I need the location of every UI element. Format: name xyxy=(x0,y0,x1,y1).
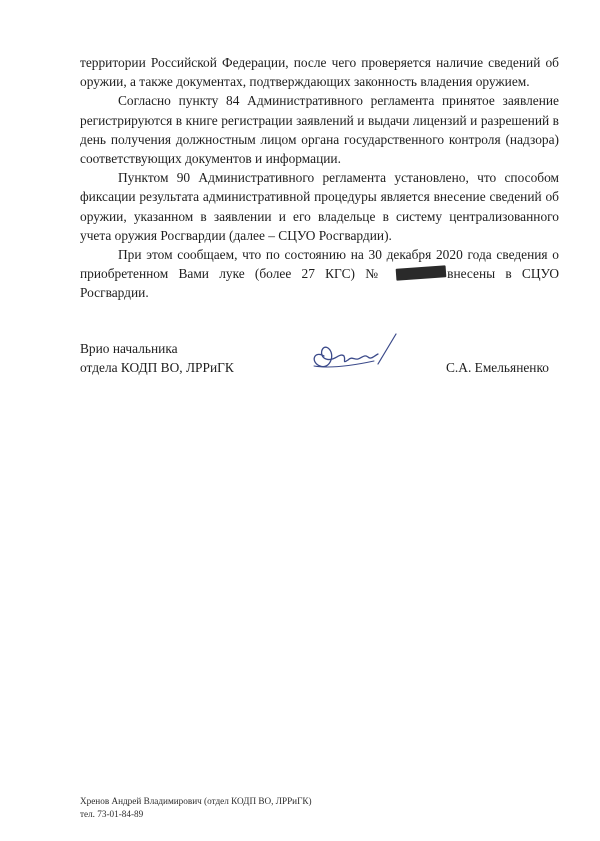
paragraph-4-end: внесены в СЦУО Росгвардии. xyxy=(80,266,559,301)
redacted-number xyxy=(396,266,447,281)
handwritten-signature xyxy=(296,326,406,378)
executor-phone: тел. 73-01-84-89 xyxy=(80,809,144,819)
signatory-name: С.А. Емельяненко xyxy=(446,360,549,375)
executor-footer xyxy=(80,795,312,821)
signatory-title-line-1: Врио начальника xyxy=(80,341,178,356)
paragraph-2: Согласно пункту 84 Административного регламента принятое заявление регистрируются в книге регистрации заявлений и выдачи лицензий и разрешений в день получения должностным лицом органа государственного контроля (надзора) соответствующих документов и информации. xyxy=(80,93,559,167)
signatory-title xyxy=(80,339,234,377)
executor-name: Хренов Андрей Владимирович (отдел КОДП ВО, ЛРРиГК) xyxy=(80,796,312,806)
paragraph-4-start: При этом сообщаем, что по состоянию на 30 декабря 2020 года сведения о приобретенном Вами луке (более 27 КГС) № xyxy=(80,247,559,282)
letter-body xyxy=(80,53,559,303)
signatory-title-line-2: отдела КОДП ВО, ЛРРиГК xyxy=(80,360,234,376)
paragraph-4 xyxy=(80,245,559,303)
paragraph-3: Пунктом 90 Административного регламента установлено, что способом фиксации результата административной процедуры является внесение сведений об оружии, указанном в заявлении и его владельце в систему централизованного учета оружия Росгвардии (далее – СЦУО Росгвардии). xyxy=(80,170,559,243)
paragraph-1: территории Российской Федерации, после чего проверяется наличие сведений об оружии, а также документах, подтверждающих законность владения оружием. xyxy=(80,55,559,90)
